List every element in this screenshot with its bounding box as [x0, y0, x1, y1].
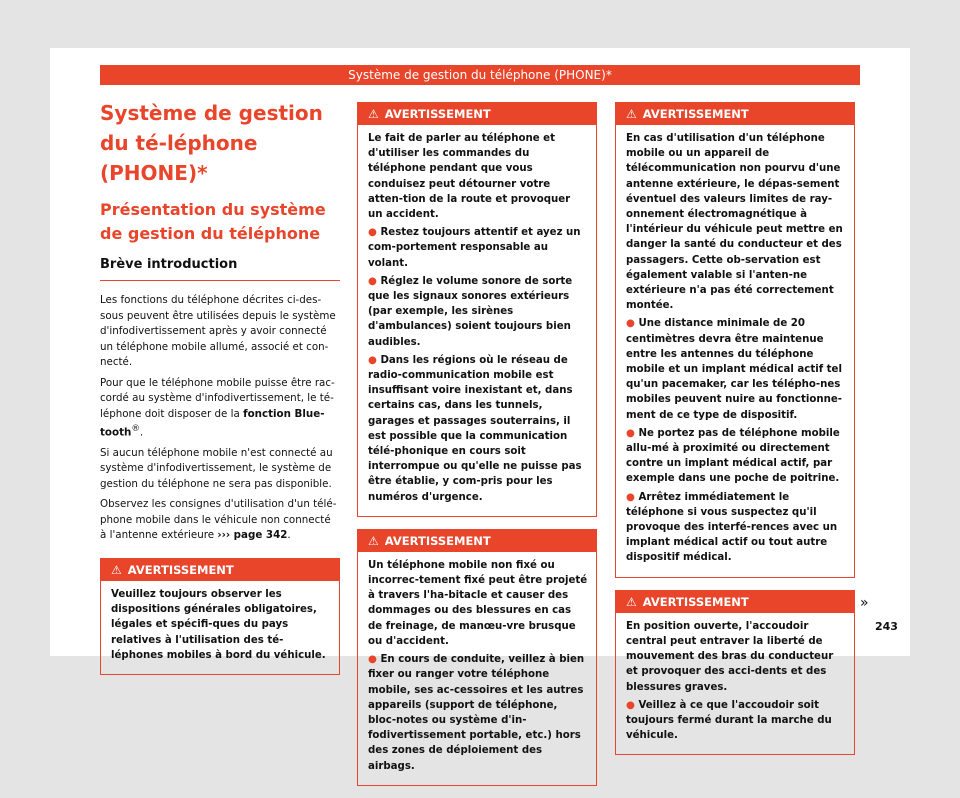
bullet-text: Réglez le volume sonore de sorte que les signaux sonores extérieurs (par exemple, les sirènes d'ambulances) soient toujours bien audibles.: [368, 275, 573, 348]
warning-bullet: [368, 225, 588, 271]
bullet-icon: ●: [368, 654, 381, 666]
warning-icon: ⚠: [111, 562, 122, 577]
warning-body: [101, 581, 339, 674]
bullet-icon: ●: [368, 275, 381, 287]
bullet-icon: ●: [626, 427, 639, 439]
warning-text: Le fait de parler au téléphone et d'utiliser les commandes du téléphone pendant que vous conduisez peut détourner votre atten-tion de la route et provoquer un accident.: [368, 133, 571, 221]
page-number: 243: [875, 620, 898, 633]
paragraph-text: .: [287, 529, 291, 542]
warning-body: [358, 125, 596, 516]
warning-bullet: [626, 426, 846, 487]
warning-bullet: [368, 652, 588, 774]
column-right: [615, 102, 855, 767]
warning-icon: ⚠: [368, 107, 379, 121]
warning-body: [616, 125, 854, 577]
page-title: Système de gestion du té-léphone (PHONE)*: [100, 101, 323, 185]
warning-text: Veuillez toujours observer les dispositions générales obligatoires, légales et spécifi-ques du pays relatives à l'utilisation des té-léphones mobiles à bord du véhicule.: [111, 588, 326, 661]
paragraph-antenna: [100, 497, 340, 544]
warning-box: [357, 102, 597, 517]
bullet-text: En cours de conduite, veillez à bien fixer ou ranger votre téléphone mobile, ses ac-cessoires et les autres appareils (support de téléphone, bloc-notes ou système d'in-fodivertissement portable, etc.) hors des zones de déploiement des airbags.: [368, 654, 585, 772]
warning-header: [616, 591, 854, 613]
bullet-icon: ●: [626, 699, 639, 711]
warning-box: [357, 529, 597, 786]
warning-text: Un téléphone mobile non fixé ou incorrec-tement fixé peut être projeté à travers l'ha-bitacle et causer des dommages ou des blessures en cas de freinage, de manœu-vre brusque ou d'accident.: [368, 559, 588, 647]
bullet-text: Restez toujours attentif et ayez un com-portement responsable au volant.: [368, 227, 581, 269]
page-reference-link[interactable]: ››› page 342: [217, 529, 288, 542]
paragraph-text: Observez les consignes d'utilisation d'un télé-phone mobile dans le véhicule non connecté à l'antenne extérieure: [100, 498, 337, 542]
column-left: [100, 98, 340, 687]
warning-bullet: [626, 698, 846, 744]
warning-bullet: [368, 274, 588, 350]
continue-mark: »: [860, 595, 869, 611]
paragraph-bluetooth: [100, 376, 340, 441]
running-header: Système de gestion du téléphone (PHONE)*: [100, 65, 860, 85]
paragraph-text: Pour que le téléphone mobile puisse être rac-cordé au système d'infodivertissement, le té-léphone doit disposer de la: [100, 376, 335, 420]
bullet-icon: ●: [626, 318, 639, 330]
bullet-text: Une distance minimale de 20 centimètres devra être maintenue entre les antennes du téléphone mobile et un implant médical actif tel qu'un pacemaker, car les télépho-nes mobiles peuvent nuire au fonctionne-ment de ce type de dispositif.: [626, 318, 842, 421]
bullet-text: Ne portez pas de téléphone mobile allu-mé à proximité ou directement contre un implant médical actif, par exemple dans une poche de poitrine.: [626, 427, 840, 485]
warning-bullet: [626, 490, 846, 566]
paragraph-text: .: [139, 426, 144, 439]
warning-header: [616, 103, 854, 125]
column-middle: [357, 102, 597, 798]
paragraph-intro: Les fonctions du téléphone décrites ci-des-sous peuvent être utilisées depuis le système d'infodivertissement après y avoir connecté un téléphone mobile allumé, associé et con-necté.: [100, 294, 336, 368]
warning-title: AVERTISSEMENT: [384, 107, 491, 121]
warning-icon: ⚠: [368, 533, 379, 548]
warning-body: [616, 613, 854, 755]
warning-header: [101, 559, 339, 581]
warning-bullet: [626, 316, 846, 422]
registered-mark: ®: [131, 424, 140, 434]
warning-body: [358, 552, 596, 785]
warning-box: [100, 558, 340, 675]
warning-header: [358, 103, 596, 125]
subsection-title: Brève introduction: [100, 256, 340, 281]
warning-text: En cas d'utilisation d'un téléphone mobile ou un appareil de télécommunication non pourvu d'une antenne extérieure, le dépas-sement éventuel des valeurs limites de ray-onnement électromagnétique à l'intérieur du véhicule peut mettre en danger la santé du conducteur et des passagers. Cette ob-servation est également valable si l'anten-ne extérieure n'a pas été correctement montée.: [626, 133, 843, 312]
warning-box: [615, 102, 855, 578]
bullet-text: Dans les régions où le réseau de radio-communication mobile est insuffisant voire inexistant et, dans certains cas, dans les tunnels, garages et passages souterrains, il est possible que la communication télé-phonique en cours soit interrompue ou qu'elle ne puisse pas être établie, y com-pris pour les numéros d'urgence.: [368, 354, 582, 503]
warning-title: AVERTISSEMENT: [642, 107, 749, 121]
warning-title: AVERTISSEMENT: [384, 533, 491, 548]
paragraph-no-phone: Si aucun téléphone mobile n'est connecté au système d'infodivertissement, le système de gestion du téléphone ne sera pas disponible.: [100, 446, 333, 490]
warning-box: [615, 590, 855, 756]
warning-icon: ⚠: [626, 107, 637, 121]
warning-title: AVERTISSEMENT: [127, 562, 234, 577]
warning-icon: ⚠: [626, 594, 637, 609]
warning-header: [358, 530, 596, 552]
bullet-text: Arrêtez immédiatement le téléphone si vous suspectez qu'il provoque des interfé-rences avec un implant médical actif ou tout autre dispositif médical.: [626, 491, 838, 564]
warning-bullet: [368, 353, 588, 505]
bullet-icon: ●: [368, 227, 381, 239]
bullet-icon: ●: [626, 491, 639, 503]
warning-title: AVERTISSEMENT: [642, 594, 749, 609]
bullet-text: Veillez à ce que l'accoudoir soit toujours fermé durant la marche du véhicule.: [626, 699, 832, 742]
bullet-icon: ●: [368, 354, 381, 366]
section-title: Présentation du système de gestion du téléphone: [100, 200, 326, 243]
warning-text: En position ouverte, l'accoudoir central peut entraver la liberté de mouvement des bras du conducteur et provoquer des acci-dents et des blessures graves.: [626, 620, 834, 693]
bluetooth-term: fonction Blue-tooth: [100, 407, 325, 439]
